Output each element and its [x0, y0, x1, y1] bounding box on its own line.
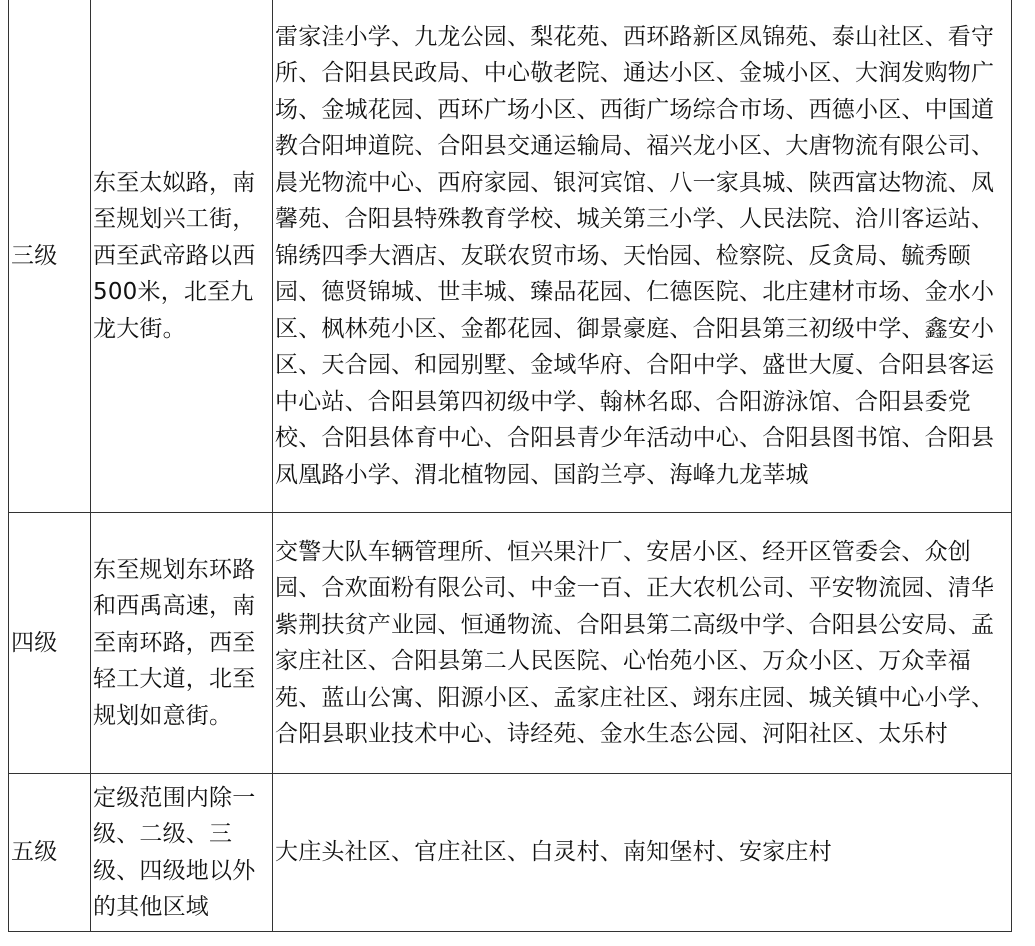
grade-level-cell: 四级 — [9, 513, 91, 774]
table-row — [9, 0, 1012, 513]
boundary-cell: 定级范围内除一级、二级、三级、四级地以外的其他区域 — [91, 774, 273, 932]
table-row — [9, 513, 1012, 774]
grade-level-cell: 五级 — [9, 774, 91, 932]
table-row — [9, 774, 1012, 932]
boundary-cell: 东至规划东环路和西禹高速，南至南环路，西至轻工大道，北至规划如意街。 — [91, 513, 273, 774]
land-grade-table — [8, 0, 1012, 932]
boundary-cell: 东至太姒路，南至规划兴工街，西至武帝路以西500米，北至九龙大街。 — [91, 0, 273, 513]
places-cell: 交警大队车辆管理所、恒兴果汁厂、安居小区、经开区管委会、众创园、合欢面粉有限公司、中金一百、正大农机公司、平安物流园、清华紫荆扶贫产业园、恒通物流、合阳县第二高级中学、合阳县公安局、孟家庄社区、合阳县第二人民医院、心怡苑小区、万众小区、万众幸福苑、蓝山公寓、阳源小区、孟家庄社区、翊东庄园、城关镇中心小学、合阳县职业技术中心、诗经苑、金水生态公园、河阳社区、太乐村 — [273, 513, 1012, 774]
places-cell: 雷家洼小学、九龙公园、梨花苑、西环路新区凤锦苑、泰山社区、看守所、合阳县民政局、中心敬老院、通达小区、金城小区、大润发购物广场、金城花园、西环广场小区、西街广场综合市场、西德小区、中国道教合阳坤道院、合阳县交通运输局、福兴龙小区、大唐物流有限公司、晨光物流中心、西府家园、银河宾馆、八一家具城、陕西富达物流、凤馨苑、合阳县特殊教育学校、城关第三小学、人民法院、洽川客运站、锦绣四季大酒店、友联农贸市场、天怡园、检察院、反贪局、毓秀颐园、德贤锦城、世丰城、臻品花园、仁德医院、北庄建材市场、金水小区、枫林苑小区、金都花园、御景豪庭、合阳县第三初级中学、鑫安小区、天合园、和园别墅、金域华府、合阳中学、盛世大厦、合阳县客运中心站、合阳县第四初级中学、翰林名邸、合阳游泳馆、合阳县委党校、合阳县体育中心、合阳县青少年活动中心、合阳县图书馆、合阳县凤凰路小学、渭北植物园、国韵兰亭、海峰九龙莘城 — [273, 0, 1012, 513]
places-cell: 大庄头社区、官庄社区、白灵村、南知堡村、安家庄村 — [273, 774, 1012, 932]
grade-level-cell: 三级 — [9, 0, 91, 513]
